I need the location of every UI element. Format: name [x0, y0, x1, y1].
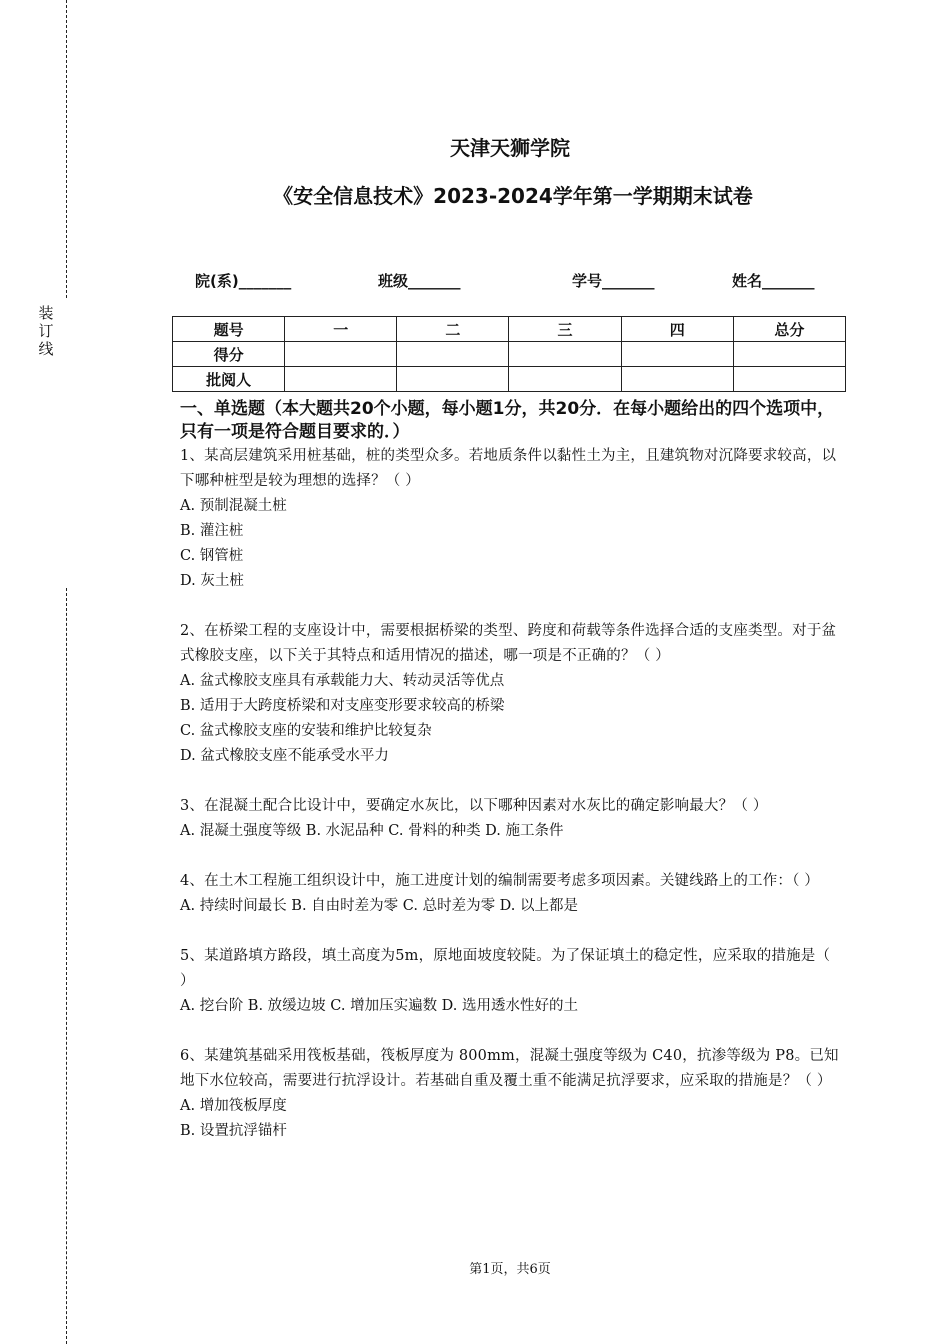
score-table-header: 总分 [733, 317, 845, 342]
question-4 [180, 869, 840, 919]
binding-label-char: 订 [38, 322, 54, 340]
question-option: A. 预制混凝土桩 [180, 498, 287, 514]
question-option: A. 持续时间最长 B. 自由时差为零 C. 总时差为零 D. 以上都是 [180, 898, 579, 914]
question-option: D. 灰土桩 [180, 573, 244, 589]
school-name: 天津天狮学院 [450, 136, 570, 160]
question-5 [180, 944, 840, 1019]
score-table [172, 316, 846, 392]
section-heading: 一、单选题（本大题共20个小题，每小题1分，共20分．在每小题给出的四个选项中，只有一项是符合题目要求的．） [180, 399, 835, 442]
binding-label [36, 304, 56, 358]
question-stem: 4、在土木工程施工组织设计中，施工进度计划的编制需要考虑多项因素。关键线路上的工作：（ ） [180, 873, 820, 889]
binding-label-char: 线 [38, 340, 54, 358]
question-option: A. 盆式橡胶支座具有承载能力大、转动灵活等优点 [180, 673, 505, 689]
score-table-header-row [173, 317, 846, 342]
page-footer: 第1页，共6页 [469, 1262, 551, 1277]
score-cell[interactable] [621, 342, 733, 367]
question-stem: 3、在混凝土配合比设计中，要确定水灰比，以下哪种因素对水灰比的确定影响最大？（ ） [180, 798, 768, 814]
info-field-name: 姓名_______ [732, 272, 815, 290]
question-stem: 5、某道路填方路段，填土高度为5m，原地面坡度较陡。为了保证填土的稳定性，应采取的措施是（ ） [180, 948, 831, 989]
score-table-row-label: 批阅人 [173, 367, 285, 392]
reviewer-cell[interactable] [621, 367, 733, 392]
reviewer-cell[interactable] [733, 367, 845, 392]
question-option: B. 设置抗浮锚杆 [180, 1123, 287, 1139]
score-table-header: 题号 [173, 317, 285, 342]
question-option: A. 混凝土强度等级 B. 水泥品种 C. 骨料的种类 D. 施工条件 [180, 823, 564, 839]
score-cell[interactable] [509, 342, 621, 367]
question-3 [180, 794, 840, 844]
question-6 [180, 1044, 840, 1144]
score-cell[interactable] [285, 342, 397, 367]
reviewer-cell[interactable] [509, 367, 621, 392]
info-field-student-id: 学号_______ [572, 272, 655, 290]
info-field-department: 院(系)_______ [195, 272, 292, 290]
question-option: D. 盆式橡胶支座不能承受水平力 [180, 748, 389, 764]
question-option: A. 增加筏板厚度 [180, 1098, 287, 1114]
question-1 [180, 444, 840, 594]
question-option: A. 挖台阶 B. 放缓边坡 C. 增加压实遍数 D. 选用透水性好的土 [180, 998, 579, 1014]
score-table-header: 二 [397, 317, 509, 342]
score-table-header: 三 [509, 317, 621, 342]
score-table-row-reviewer [173, 367, 846, 392]
score-table-header: 一 [285, 317, 397, 342]
binding-label-char: 装 [38, 304, 54, 322]
question-option: B. 适用于大跨度桥梁和对支座变形要求较高的桥梁 [180, 698, 505, 714]
question-option: B. 灌注桩 [180, 523, 244, 539]
score-cell[interactable] [733, 342, 845, 367]
question-list [180, 444, 840, 1144]
question-option: C. 盆式橡胶支座的安装和维护比较复杂 [180, 723, 432, 739]
score-cell[interactable] [397, 342, 509, 367]
score-table-row-label: 得分 [173, 342, 285, 367]
question-option: C. 钢管桩 [180, 548, 244, 564]
binding-line-bottom [66, 588, 67, 1344]
score-table-row-score [173, 342, 846, 367]
reviewer-cell[interactable] [285, 367, 397, 392]
question-stem: 2、在桥梁工程的支座设计中，需要根据桥梁的类型、跨度和荷载等条件选择合适的支座类型。对于盆式橡胶支座，以下关于其特点和适用情况的描述，哪一项是不正确的？（ ） [180, 623, 837, 664]
reviewer-cell[interactable] [397, 367, 509, 392]
question-stem: 1、某高层建筑采用桩基础，桩的类型众多。若地质条件以黏性土为主，且建筑物对沉降要求较高，以下哪种桩型是较为理想的选择？（ ） [180, 448, 837, 489]
score-table-header: 四 [621, 317, 733, 342]
question-stem: 6、某建筑基础采用筏板基础，筏板厚度为 800mm，混凝土强度等级为 C40，抗渗等级为 P8。已知地下水位较高，需要进行抗浮设计。若基础自重及覆土重不能满足抗浮要求，应采取的措施是？（ ） [180, 1048, 839, 1089]
info-field-class: 班级_______ [378, 272, 461, 290]
question-2 [180, 619, 840, 769]
exam-title: 《安全信息技术》2023-2024学年第一学期期末试卷 [273, 184, 753, 208]
